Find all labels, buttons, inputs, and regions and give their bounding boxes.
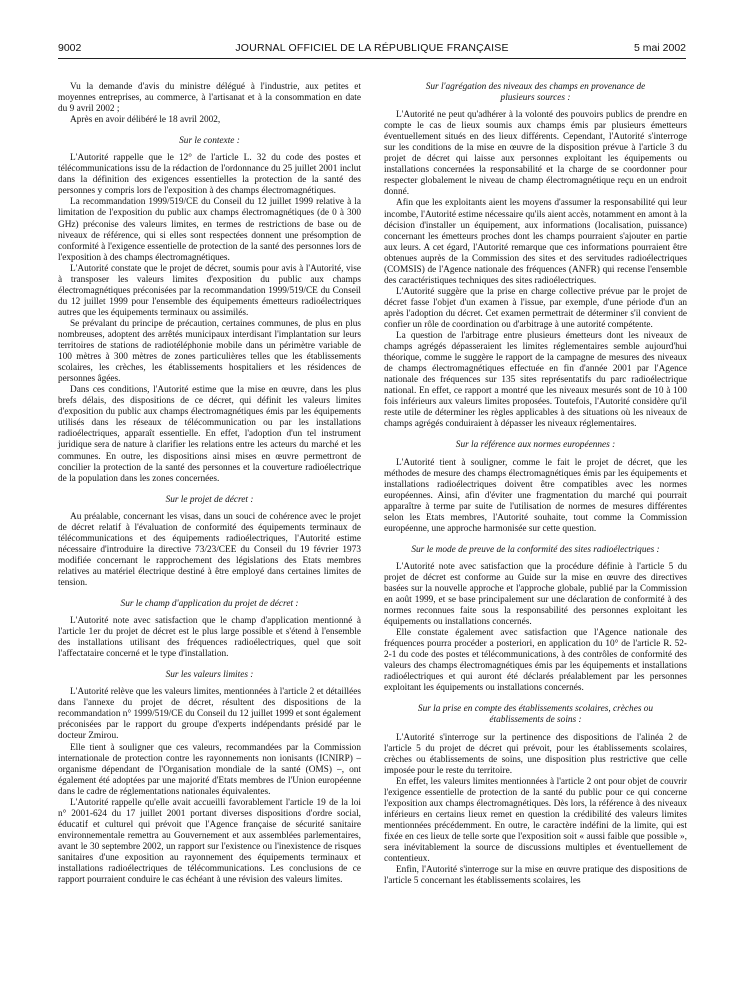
right-column [384,82,687,887]
body-paragraph: Dans ces conditions, l'Autorité estime que la mise en œuvre, dans les plus brefs délais, des dispositions de ce décret, qui définit les valeurs limites d'exposition du public aux champs électromagnétiques émis par les équipements utilisés dans les réseaux de télécommunication ou par les installations radioélectriques, apparaît essentielle. En effet, l'adoption d'un tel instrument juridique sera de nature à clarifier les relations entre les acteurs du marché et les communes. En outre, les dispositions ainsi mises en œuvre permettront de concilier la protection de la santé des personnes et la couverture radioélectrique de la population dans les zones concernées. [58,385,361,484]
body-paragraph: Elle constate également avec satisfaction que l'Agence nationale des fréquences pourra procéder a posteriori, en application du 10° de l'article R. 52-2-1 du code des postes et télécommunications, à des contrôles de conformité des valeurs des champs électromagnétiques émis par les équipements et installations radioélectriques et qui auront été déclarés préalablement par les personnes exploitant les équipements ou installations concernés. [384,628,687,694]
body-paragraph: Après en avoir délibéré le 18 avril 2002, [70,115,221,126]
issue-date: 5 mai 2002 [634,42,686,54]
body-paragraph: La recommandation 1999/519/CE du Conseil du 12 juillet 1999 relative à la limitation de l'exposition du public aux champs électromagnétiques (de 0 à 300 GHz) préconise des valeurs limites, en termes de restrictions de base ou de niveaux de référence, qui si elles sont respectées donnent une présomption de conformité à l'exigence essentielle de protection de la santé des personnes lors de l'exposition à des champs électromagnétiques. [58,197,361,263]
body-paragraph: L'Autorité note avec satisfaction que la procédure définie à l'article 5 du projet de décret est conforme au Guide sur la mise en œuvre des directives basées sur la nouvelle approche et l'approche globale, publié par la Commission en août 1999, et se base principalement sur une déclaration de conformité à des normes reconnues faite sous la responsabilité des personnes exploitant les équipements ou installations concernés. [384,561,687,628]
body-paragraph: L'Autorité suggère que la prise en charge collective prévue par le projet de décret fasse l'objet d'un examen à l'issue, par exemple, d'une période d'un an après l'adoption du décret. Cet examen permettrait de déterminer s'il convient de confier un rôle de coordination ou d'arbitrage à une autorité compétente. [384,286,687,330]
body-paragraph: L'Autorité s'interroge sur la pertinence des dispositions de l'alinéa 2 de l'article 5 du projet de décret qui prévoit, pour les établissements scolaires, crèches ou établissements de soins, une disposition plus restrictive que celle imposée pour le reste du territoire. [384,732,687,776]
body-paragraph: Enfin, l'Autorité s'interroge sur la mise en œuvre pratique des dispositions de l'article 5 concernant les établissements scolaires, les [384,865,687,887]
journal-title: JOURNAL OFFICIEL DE LA RÉPUBLIQUE FRANÇAISE [235,42,509,54]
page-header [58,40,686,56]
header-rule [58,58,686,59]
body-paragraph: Vu la demande d'avis du ministre délégué à l'industrie, aux petites et moyennes entreprises, au commerce, à l'artisanat et à la consommation en date du 9 avril 2002 ; [58,82,361,115]
body-paragraph: L'Autorité relève que les valeurs limites, mentionnées à l'article 2 et détaillées dans l'annexe du projet de décret, résultent des dispositions de la recommandation n° 1999/519/CE du Conseil du 12 juillet 1999 et sont également préconisées par le rapport du groupe d'experts indépendants présidé par le docteur Zmirou. [58,687,361,742]
section-heading: Sur le contexte : [179,136,240,147]
section-heading: Sur le mode de preuve de la conformité des sites radioélectriques : [411,544,660,555]
section-heading: Sur le champ d'application du projet de décret : [120,599,299,610]
body-paragraph: L'Autorité rappelle que le 12° de l'article L. 32 du code des postes et télécommunications issu de la rédaction de l'ordonnance du 25 juillet 2001 inclut dans la définition des exigences essentielles la protection de la santé des personnes y compris lors de l'exposition à des champs électromagnétiques. [58,153,361,197]
page-number: 9002 [58,42,82,54]
section-heading: Sur la prise en compte des établissements scolaires, crèches ou établissements de soins : [417,704,654,726]
body-paragraph: L'Autorité constate que le projet de décret, soumis pour avis à l'Autorité, vise à transposer les valeurs limites d'exposition du public aux champs électromagnétiques préconisées par la recommandation 1999/519/CE du Conseil du 12 juillet 1999 pour l'ensemble des équipements émetteurs radioélectriques autres que les équipements terminaux ou assimilés. [58,263,361,318]
body-paragraph: Elle tient à souligner que ces valeurs, recommandées par la Commission internationale de protection contre les rayonnements non ionisants (ICNIRP) – organisme dépendant de l'Organisation mondiale de la santé (OMS) –, ont également été adoptées par une majorité d'Etats membres de l'Union européenne dans le cadre de réglementations nationales équivalentes. [58,742,361,797]
section-heading: Sur les valeurs limites : [165,670,254,681]
body-paragraph: L'Autorité note avec satisfaction que le champ d'application mentionné à l'article 1er du projet de décret est le plus large possible et s'étend à l'ensemble des installations utilisant des fréquences radioélectriques, quel que soit l'affectataire concerné et le type d'installation. [58,616,361,660]
body-paragraph: En effet, les valeurs limites mentionnées à l'article 2 ont pour objet de couvrir l'exigence essentielle de protection de la santé du public pour ce qui concerne l'exposition aux champs électromagnétiques. Dès lors, la référence à des niveaux inférieurs en certains lieux remet en question la crédibilité des valeurs limites mentionnées précédemment. En outre, le caractère indéfini de la limite, qui est fixée en ces lieux de telle sorte que l'exposition soit « aussi faible que possible », sera inévitablement la source de discussions multiples et éventuellement de contentieux. [384,776,687,865]
section-heading: Sur le projet de décret : [165,494,254,505]
body-paragraph: Au préalable, concernant les visas, dans un souci de cohérence avec le projet de décret relatif à l'évaluation de conformité des équipements terminaux de télécommunications et des équipements radioélectriques, l'Autorité estime nécessaire d'introduire la directive 73/23/CEE du Conseil du 19 février 1973 modifiée concernant le rapprochement des législations des Etats membres relatives au matériel électrique destiné à être employé dans certaines limites de tension. [58,511,361,588]
left-column [58,82,361,886]
section-heading: Sur la référence aux normes européennes : [455,440,616,451]
body-paragraph: L'Autorité ne peut qu'adhérer à la volonté des pouvoirs publics de prendre en compte le cas de lieux soumis aux champs émis par plusieurs émetteurs éventuellement situés en des lieux différents. Cependant, l'Autorité s'interroge sur les conditions de la mise en œuvre de la disposition prévue à l'article 3 du projet de décret qui laisse aux personnes exploitant les équipements ou installations concernées la responsabilité et la charge de se coordonner pour respecter globalement le niveau de champ électromagnétique reçu en un endroit donné. [384,110,687,198]
section-heading: Sur l'agrégation des niveaux des champs en provenance de plusieurs sources : [425,82,646,104]
body-paragraph: La question de l'arbitrage entre plusieurs émetteurs dont les niveaux de champs agrégés dépasseraient les limites réglementaires semble aujourd'hui théorique, comme le suggère le rapport de la campagne de mesures des niveaux de champs électromagnétiques effectuée en fin d'année 2001 par l'Agence nationale des fréquences sur 135 sites représentatifs du parc radioélectrique national. En effet, ce rapport a montré que les niveaux mesurés sont de 10 à 100 fois inférieurs aux valeurs limites proposées. Toutefois, l'Autorité considère qu'il reste utile de déterminer les règles applicables à des situations où les niveaux de champs agrégés conduiraient à dépasser les niveaux réglementaires. [384,331,687,430]
body-paragraph: L'Autorité rappelle qu'elle avait accueilli favorablement l'article 19 de la loi n° 2001-624 du 17 juillet 2001 portant diverses dispositions d'ordre social, éducatif et culturel qui prévoit que l'Agence française de sécurité sanitaire environnementale remettra au Gouvernement et aux assemblées parlementaires, avant le 30 septembre 2002, un rapport sur l'existence ou l'inexistence de risques sanitaires d'une exposition au rayonnement des équipements terminaux et installations radioélectriques de télécommunications. Les conclusions de ce rapport pourraient conduire le cas échéant à une révision des valeurs limites. [58,797,361,886]
body-paragraph: Afin que les exploitants aient les moyens d'assumer la responsabilité qui leur incombe, l'Autorité estime nécessaire qu'ils aient accès, notamment en amont à la décision d'installer un équipement, aux informations (localisation, puissance) concernant les émetteurs proches dont les champs pourraient s'ajouter en partie aux leurs. A cet égard, l'Autorité remarque que ces informations pourraient être obtenues auprès de la Commission des sites et des servitudes radioélectriques (COMSIS) de l'Agence nationale des fréquences (ANFR) qui recense l'ensemble des caractéristiques techniques des sites radioélectriques. [384,198,687,286]
body-paragraph: L'Autorité tient à souligner, comme le fait le projet de décret, que les méthodes de mesure des champs électromagnétiques émis par les équipements et installations radioélectriques doivent être compatibles avec les normes européennes. Ainsi, afin d'éviter une fragmentation du marché qui pourrait apparaître à terme par suite de l'utilisation de normes de mesures différentes selon les Etats membres, l'Autorité souhaite, tout comme la Commission européenne, une approche harmonisée sur cette question. [384,457,687,534]
body-paragraph: Se prévalant du principe de précaution, certaines communes, de plus en plus nombreuses, adoptent des arrêtés municipaux interdisant l'implantation sur leurs territoires de stations de radiotéléphonie mobile dans un périmètre variable de 100 mètres à 300 mètres de zones particulières telles que les établissements scolaires, les crèches, les établissements hospitaliers et les résidences de personnes âgées. [58,318,361,385]
